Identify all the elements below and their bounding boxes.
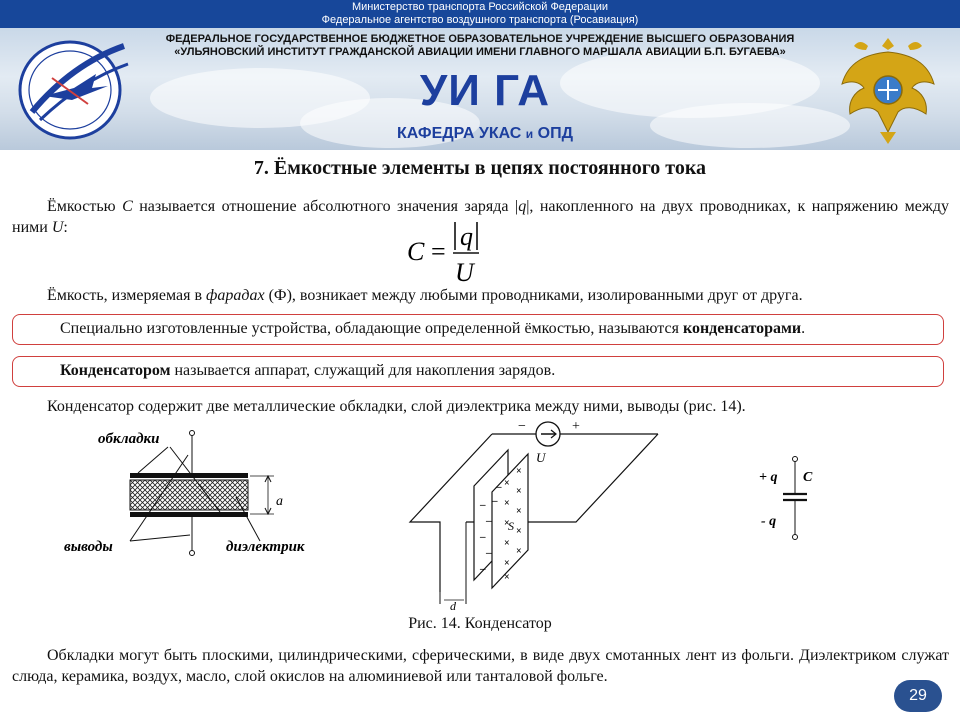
institution-header: [0, 28, 960, 150]
capacitors-definition-box: [12, 314, 944, 345]
text-span: .: [801, 320, 806, 337]
text-span: |, накопленного на двух проводниках, к напряжению между ними: [12, 198, 950, 236]
department-main: КАФЕДРА УКАС: [397, 125, 522, 142]
label-plates: обкладки: [98, 431, 160, 447]
dielectric-layer: [130, 480, 248, 510]
svg-text:–: –: [480, 499, 486, 511]
svg-text:×: ×: [504, 538, 510, 549]
farad-term: фарадах: [206, 287, 265, 304]
department-name: [360, 125, 610, 143]
text-span: называется отношение абсолютного значения заряда |: [132, 198, 519, 215]
capacitor-term: Конденсатором: [60, 362, 171, 379]
svg-text:×: ×: [516, 486, 522, 497]
institution-line-1: ФЕДЕРАЛЬНОЕ ГОСУДАРСТВЕННОЕ БЮДЖЕТНОЕ ОБРАЗОВАТЕЛЬНОЕ УЧРЕЖДЕНИЕ ВЫСШЕГО ОБРАЗОВАНИЯ: [165, 33, 795, 45]
capacitor-definition-box: [12, 356, 944, 387]
capacitor-structure-paragraph: Конденсатор содержит две металлические обкладки, слой диэлектрика между ними, выводы (рис. 14).: [47, 398, 746, 415]
emblem-icon: [838, 32, 938, 146]
label-plus: +: [572, 420, 580, 434]
institute-abbr: УИ ГА: [419, 66, 551, 115]
svg-text:–: –: [486, 547, 492, 559]
text-span: Ёмкостью: [47, 198, 123, 215]
svg-text:×: ×: [516, 546, 522, 557]
plate-capacitor-figure: [400, 420, 670, 610]
text-span: (Ф), возникает между любыми проводниками, изолированными друг от друга.: [264, 287, 803, 304]
capacitor-symbol-figure: [755, 455, 835, 545]
symbol-q: q: [518, 198, 527, 215]
plates-dielectric-paragraph: Обкладки могут быть плоскими, цилиндрическими, сферическими, в виде двух смотанных лент из фольги. Диэлектриком служат слюда, керамика, воздух, масло, слой окислов на алюминиевой или танталовой фольге.: [12, 647, 949, 685]
symbol-terminal-bottom: [793, 535, 798, 540]
symbol-C: C: [122, 198, 133, 215]
formula-lhs: C: [407, 237, 425, 266]
text-span: Ёмкость, измеряемая в: [47, 287, 207, 304]
page-number: 29: [894, 680, 942, 712]
symbol-terminal-top: [793, 457, 798, 462]
label-leads: выводы: [64, 539, 113, 555]
capacitance-formula: [405, 218, 495, 286]
svg-text:×: ×: [504, 478, 510, 489]
label-a: a: [276, 494, 283, 509]
svg-text:–: –: [486, 515, 492, 527]
text-span: называется аппарат, служащий для накопления зарядов.: [170, 362, 556, 379]
capacitor-section-figure: [60, 425, 340, 560]
department-and: и: [525, 127, 534, 141]
formula-numerator: q: [460, 222, 473, 251]
svg-text:–: –: [480, 563, 486, 575]
slide-title: 7. Ёмкостные элементы в цепях постоянного тока: [253, 157, 707, 179]
text-span: Специально изготовленные устройства, обладающие определенной ёмкостью, называются: [60, 320, 683, 337]
symbol-minus-q: - q: [761, 514, 777, 529]
svg-text:×: ×: [516, 526, 522, 537]
svg-text:–: –: [496, 481, 502, 493]
institution-line-2: «УЛЬЯНОВСКИЙ ИНСТИТУТ ГРАЖДАНСКОЙ АВИАЦИИ ИМЕНИ ГЛАВНОГО МАРШАЛА АВИАЦИИ Б.П. БУГАЕВА»: [174, 46, 786, 58]
svg-text:×: ×: [516, 466, 522, 477]
terminal-top: [190, 431, 195, 436]
symbol-C: C: [803, 470, 813, 485]
label-minus: −: [518, 420, 526, 434]
svg-text:×: ×: [504, 558, 510, 569]
farad-paragraph: [12, 285, 949, 306]
formula-denominator: U: [455, 258, 474, 286]
text-span: :: [63, 219, 68, 236]
symbol-U: U: [51, 219, 64, 236]
svg-text:×: ×: [504, 498, 510, 509]
capacitors-term: конденсаторами: [682, 320, 802, 337]
label-d: d: [450, 599, 456, 610]
symbol-plus-q: + q: [759, 470, 778, 485]
svg-text:–: –: [492, 495, 498, 507]
agency-name: Федеральное агентство воздушного транспорта (Росавиация): [321, 14, 639, 26]
ministry-bar: [0, 0, 960, 28]
svg-text:×: ×: [504, 572, 510, 583]
department-end: ОПД: [537, 125, 573, 142]
plate-top: [130, 473, 248, 478]
label-dielectric: диэлектрик: [226, 539, 305, 555]
formula-eq: =: [431, 237, 446, 266]
ministry-name: Министерство транспорта Российской Федерации: [351, 1, 609, 13]
terminal-bottom: [190, 551, 195, 556]
svg-text:×: ×: [516, 506, 522, 517]
pointer-line: [138, 447, 168, 473]
pointer-line: [130, 535, 190, 541]
label-U: U: [536, 450, 546, 465]
label-S: S: [508, 519, 514, 533]
figure-caption: Рис. 14. Конденсатор: [408, 615, 552, 632]
svg-text:–: –: [480, 531, 486, 543]
institution-name: [110, 33, 850, 59]
svg-text:×: ×: [504, 518, 510, 529]
